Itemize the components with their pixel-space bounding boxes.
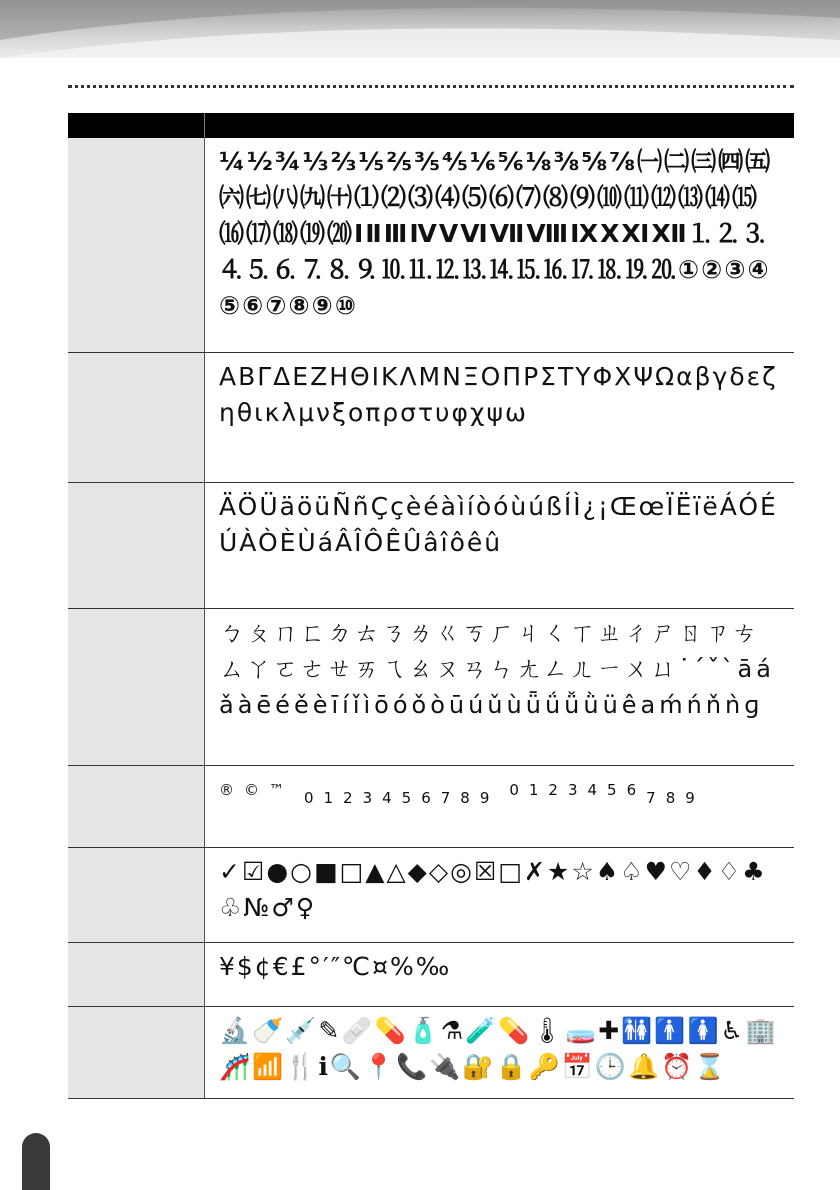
- symbols-currency-units: ¥$¢€£°′″℃¤%‰: [205, 943, 795, 1007]
- row-category: [68, 609, 205, 766]
- symbols-pictographs: 🔬🍼💉✎🩹💊🧴⚗🧪💊🌡🧫✚🚻🚹🚺♿🏢🎢📶🍴ℹ🔍📍📞🔌🔐🔒🔑📅🕒🔔⏰⌛: [205, 1007, 795, 1099]
- table-row: [68, 848, 794, 943]
- table-row: [68, 138, 794, 353]
- table-row: [68, 766, 794, 848]
- symbols-pinyin-tones: ˋāáǎàēéěèīíǐìōóǒòūúǔùǖǘǚǜüêaḿńňǹɡ: [219, 655, 775, 719]
- row-category: [68, 848, 205, 943]
- symbols-greek: ΑΒΓΔΕΖΗΘΙΚΛΜΝΞΟΠΡΣΤΥΦΧΨΩαβγδεζηθικλμνξοπρστυφχψω: [205, 353, 795, 483]
- header-band: [0, 0, 840, 58]
- table-row: [68, 483, 794, 609]
- table-row: [68, 943, 794, 1007]
- row-category: [68, 766, 205, 848]
- symbols-subscript: 0123456789: [303, 789, 500, 807]
- symbols-marks-cell: [205, 766, 795, 848]
- table-header-category: [68, 113, 205, 138]
- header-swoosh: [0, 0, 840, 58]
- table-row: [68, 609, 794, 766]
- row-category: [68, 138, 205, 353]
- table-row: [68, 1007, 794, 1099]
- table-header-symbols: [205, 113, 795, 138]
- symbols-accented: ÄÖÜäöüÑñÇçèéàìíòóùúßÍÌ¿¡ŒœÏËïëÁÓÉÚÀÒÈÙáÂÎÔÊÛâîôêû: [205, 483, 795, 609]
- row-category: [68, 483, 205, 609]
- page-tab: [22, 1133, 50, 1190]
- symbols-superscript-end: 789: [646, 789, 705, 807]
- table-row: [68, 353, 794, 483]
- row-category: [68, 943, 205, 1007]
- symbols-shapes: ✓☑●○■□▲△◆◇◎☒□✗★☆♠♤♥♡♦♢♣♧№♂♀: [205, 848, 795, 943]
- table-header-row: [68, 113, 794, 138]
- row-category: [68, 1007, 205, 1099]
- symbols-bopomofo-cell: [205, 609, 795, 766]
- row-category: [68, 353, 205, 483]
- symbol-table: [68, 113, 794, 1099]
- symbols-superscript: 0123456: [509, 781, 647, 799]
- symbols-fractions-numbers: ¼½¾⅓⅔⅕⅖⅗⅘⅙⅚⅛⅜⅝⅞㈠㈡㈢㈣㈤㈥㈦㈧㈨㈩⑴⑵⑶⑷⑸⑹⑺⑻⑼⑽⑾⑿⒀⒁⒂⒃⒄⒅⒆⒇ⅠⅡⅢⅣⅤⅥⅦⅧⅨⅩⅪⅫ⒈⒉⒊⒋⒌⒍⒎⒏⒐⒑⒒⒓⒔⒕⒖⒗⒘⒙⒚⒛①②③④⑤⑥⑦⑧⑨⑩: [205, 138, 795, 353]
- symbols-marks: ®©™: [219, 781, 294, 799]
- symbols-bopomofo: ㄅㄆㄇㄈㄉㄊㄋㄌㄍㄎㄏㄐㄑㄒㄓㄔㄕㄖㄗㄘㄙㄚㄛㄜㄝㄞㄟㄠㄡㄢㄣㄤㄥㄦㄧㄨㄩ˙ˊˇ: [219, 618, 760, 683]
- dotted-divider: [68, 85, 794, 88]
